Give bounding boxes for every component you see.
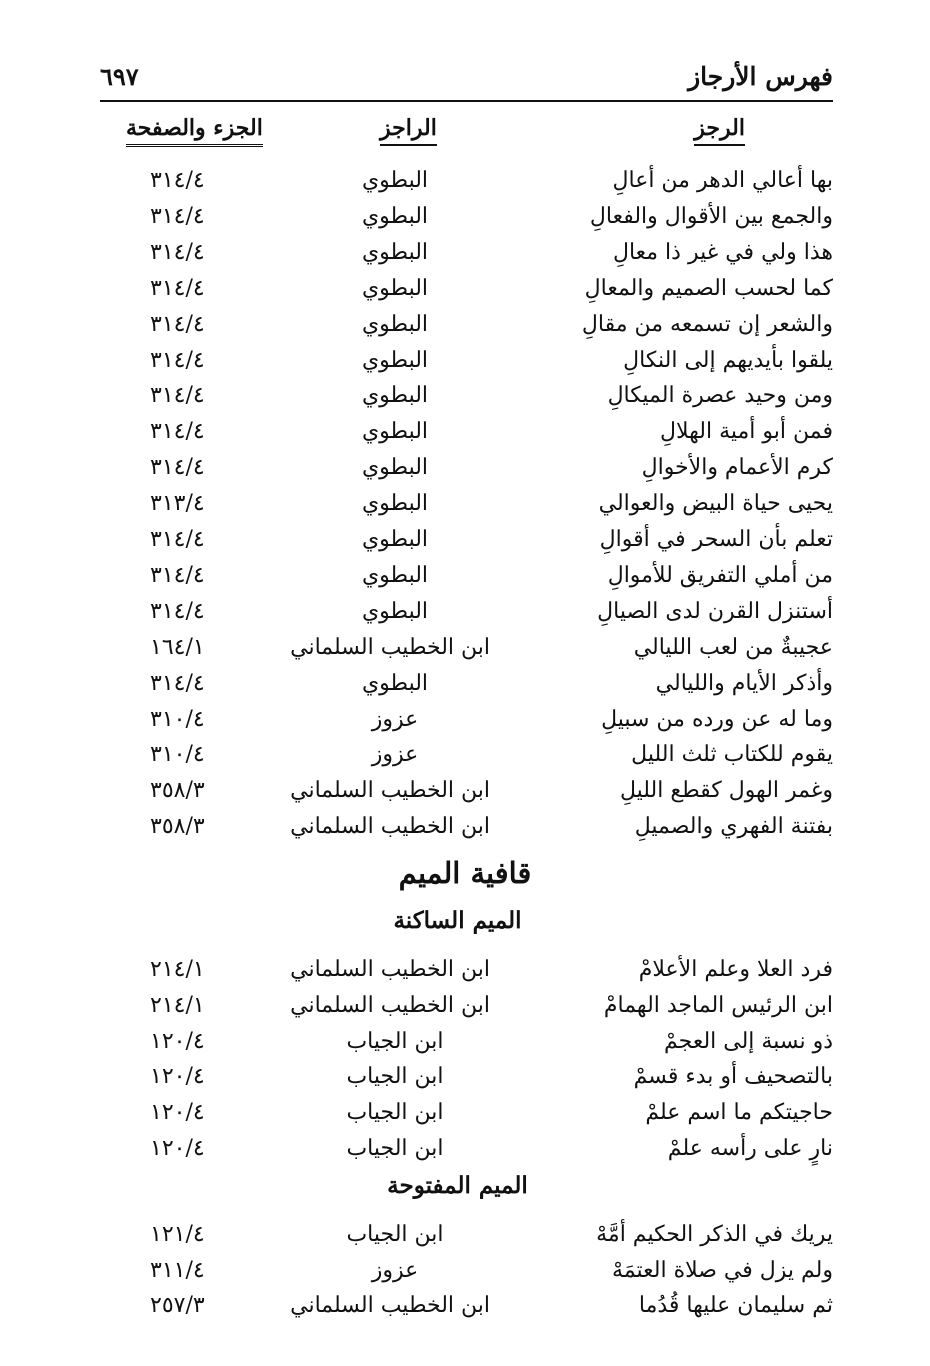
index-row bbox=[0, 164, 930, 198]
volume-page-ref: ١٦٤/١ bbox=[150, 635, 205, 660]
volume-page-ref: ٢٥٧/٣ bbox=[150, 1293, 205, 1318]
volume-page-ref: ١٢٠/٤ bbox=[150, 1064, 205, 1089]
index-row bbox=[0, 989, 930, 1023]
running-title: فهرس الأرجاز bbox=[688, 62, 833, 91]
index-row bbox=[0, 415, 930, 449]
index-row bbox=[0, 810, 930, 844]
rajaz-text: يلقوا بأيديهم إلى النكالِ bbox=[623, 348, 833, 373]
rajiz-name: عزوز bbox=[371, 742, 419, 767]
volume-page-ref: ٣١٤/٤ bbox=[150, 312, 205, 337]
volume-page-ref: ١٢٠/٤ bbox=[150, 1136, 205, 1161]
rajiz-name: البطوي bbox=[361, 312, 429, 337]
rajaz-text: والجمع بين الأقوال والفعالِ bbox=[589, 204, 833, 229]
subsection-title-sakina: الميم الساكنة bbox=[393, 907, 522, 934]
index-row bbox=[0, 523, 930, 557]
rajaz-text: فرد العلا وعلم الأعلامْ bbox=[638, 957, 833, 982]
rajiz-name: ابن الجياب bbox=[346, 1136, 444, 1161]
column-header-volume-page: الجزء والصفحة bbox=[126, 115, 263, 147]
rajaz-text: من أملي التفريق للأموالِ bbox=[607, 563, 833, 588]
rajaz-text: هذا ولي في غير ذا معالِ bbox=[612, 240, 833, 265]
index-row bbox=[0, 774, 930, 808]
column-header-rajaz: الرجز bbox=[694, 115, 745, 146]
index-row bbox=[0, 451, 930, 485]
index-row bbox=[0, 1289, 930, 1323]
index-row bbox=[0, 308, 930, 342]
index-row bbox=[0, 379, 930, 413]
subsection-title-maftuha: الميم المفتوحة bbox=[387, 1172, 528, 1199]
rajiz-name: ابن الجياب bbox=[346, 1222, 444, 1247]
rajiz-name: البطوي bbox=[361, 599, 429, 624]
rajaz-text: ولم يزل في صلاة العتمَهْ bbox=[612, 1258, 833, 1283]
rajaz-text: يحيى حياة البيض والعوالي bbox=[598, 491, 833, 516]
rajiz-name: البطوي bbox=[361, 419, 429, 444]
index-row bbox=[0, 1218, 930, 1252]
volume-page-ref: ٣١٤/٤ bbox=[150, 563, 205, 588]
index-row bbox=[0, 344, 930, 378]
rajaz-text: ذو نسبة إلى العجمْ bbox=[663, 1029, 833, 1054]
rajiz-name: ابن الجياب bbox=[346, 1100, 444, 1125]
rajaz-text: بالتصحيف أو بدء قسمْ bbox=[633, 1064, 833, 1089]
index-row bbox=[0, 667, 930, 701]
index-row bbox=[0, 631, 930, 665]
rajaz-text: ابن الرئيس الماجد الهمامْ bbox=[603, 993, 833, 1018]
rajiz-name: ابن الخطيب السلماني bbox=[290, 957, 490, 982]
volume-page-ref: ٣١٤/٤ bbox=[150, 671, 205, 696]
volume-page-ref: ٣٥٨/٣ bbox=[150, 778, 205, 803]
rajaz-text: وما له عن ورده من سبيلِ bbox=[601, 707, 833, 732]
volume-page-ref: ٢١٤/١ bbox=[150, 957, 205, 982]
volume-page-ref: ٣١٤/٤ bbox=[150, 276, 205, 301]
rajiz-name: ابن الخطيب السلماني bbox=[290, 814, 490, 839]
rajiz-name: ابن الجياب bbox=[346, 1029, 444, 1054]
rajiz-name: البطوي bbox=[361, 563, 429, 588]
volume-page-ref: ٣١٤/٤ bbox=[150, 168, 205, 193]
rajiz-name: البطوي bbox=[361, 348, 429, 373]
volume-page-ref: ٣١٤/٤ bbox=[150, 455, 205, 480]
volume-page-ref: ٣١٤/٤ bbox=[150, 240, 205, 265]
rajiz-name: البطوي bbox=[361, 527, 429, 552]
volume-page-ref: ٢١٤/١ bbox=[150, 993, 205, 1018]
rajiz-name: البطوي bbox=[361, 671, 429, 696]
volume-page-ref: ٣١٤/٤ bbox=[150, 204, 205, 229]
rajaz-text: يقوم للكتاب ثلث الليل bbox=[631, 742, 833, 767]
volume-page-ref: ٣٥٨/٣ bbox=[150, 814, 205, 839]
rajaz-text: كما لحسب الصميم والمعالِ bbox=[584, 276, 833, 301]
rajaz-text: حاجيتكم ما اسم علمْ bbox=[645, 1100, 833, 1125]
index-row bbox=[0, 1132, 930, 1166]
rajaz-text: ومن وحيد عصرة الميكالِ bbox=[607, 383, 833, 408]
rajiz-name: البطوي bbox=[361, 383, 429, 408]
rajaz-text: عجيبةٌ من لعب الليالي bbox=[633, 635, 833, 660]
volume-page-ref: ٣١٣/٤ bbox=[150, 491, 205, 516]
rajaz-text: يريك في الذكر الحكيم أمَّهْ bbox=[596, 1222, 833, 1247]
index-row bbox=[0, 595, 930, 629]
rajiz-name: ابن الخطيب السلماني bbox=[290, 635, 490, 660]
rajaz-text: وأذكر الأيام والليالي bbox=[655, 671, 833, 696]
index-row bbox=[0, 1060, 930, 1094]
column-header-rajiz: الراجز bbox=[380, 115, 437, 146]
rajiz-name: البطوي bbox=[361, 168, 429, 193]
rajaz-text: وغمر الهول كقطع الليلِ bbox=[619, 778, 833, 803]
rajiz-name: ابن الخطيب السلماني bbox=[290, 993, 490, 1018]
rajaz-text: كرم الأعمام والأخوالِ bbox=[641, 455, 833, 480]
rajaz-text: والشعر إن تسمعه من مقالِ bbox=[581, 312, 833, 337]
rajaz-text: تعلم بأن السحر في أقوالِ bbox=[599, 527, 833, 552]
index-row bbox=[0, 703, 930, 737]
rajiz-name: ابن الخطيب السلماني bbox=[290, 778, 490, 803]
volume-page-ref: ٣١١/٤ bbox=[150, 1258, 205, 1283]
rajiz-name: ابن الجياب bbox=[346, 1064, 444, 1089]
rajiz-name: البطوي bbox=[361, 240, 429, 265]
volume-page-ref: ٣١٠/٤ bbox=[150, 742, 205, 767]
rajiz-name: البطوي bbox=[361, 204, 429, 229]
volume-page-ref: ١٢٠/٤ bbox=[150, 1100, 205, 1125]
rajaz-text: فمن أبو أمية الهلالِ bbox=[660, 419, 833, 444]
rajaz-text: بفتنة الفهري والصميلِ bbox=[634, 814, 833, 839]
rajiz-name: ابن الخطيب السلماني bbox=[290, 1293, 490, 1318]
index-row bbox=[0, 1025, 930, 1059]
rajaz-text: أستنزل القرن لدى الصيالِ bbox=[597, 599, 833, 624]
section-title-mim: قافية الميم bbox=[398, 856, 532, 890]
index-row bbox=[0, 272, 930, 306]
index-row bbox=[0, 738, 930, 772]
rajiz-name: عزوز bbox=[371, 1258, 419, 1283]
volume-page-ref: ١٢١/٤ bbox=[150, 1222, 205, 1247]
volume-page-ref: ٣١٤/٤ bbox=[150, 348, 205, 373]
volume-page-ref: ٣١٤/٤ bbox=[150, 419, 205, 444]
index-row bbox=[0, 559, 930, 593]
volume-page-ref: ٣١٤/٤ bbox=[150, 599, 205, 624]
index-row bbox=[0, 236, 930, 270]
volume-page-ref: ٣١٠/٤ bbox=[150, 707, 205, 732]
index-row bbox=[0, 1254, 930, 1288]
index-row bbox=[0, 953, 930, 987]
index-row bbox=[0, 1096, 930, 1130]
rajiz-name: عزوز bbox=[371, 707, 419, 732]
page-number: ٦٩٧ bbox=[100, 62, 139, 91]
volume-page-ref: ١٢٠/٤ bbox=[150, 1029, 205, 1054]
volume-page-ref: ٣١٤/٤ bbox=[150, 527, 205, 552]
rajiz-name: البطوي bbox=[361, 276, 429, 301]
rajaz-text: ثم سليمان عليها قُدُما bbox=[638, 1293, 833, 1318]
rajiz-name: البطوي bbox=[361, 491, 429, 516]
volume-page-ref: ٣١٤/٤ bbox=[150, 383, 205, 408]
index-row bbox=[0, 487, 930, 521]
rajaz-text: نارٍ على رأسه علمْ bbox=[667, 1136, 833, 1161]
rajaz-text: بها أعالي الدهر من أعالِ bbox=[612, 168, 833, 193]
index-row bbox=[0, 200, 930, 234]
rajiz-name: البطوي bbox=[361, 455, 429, 480]
